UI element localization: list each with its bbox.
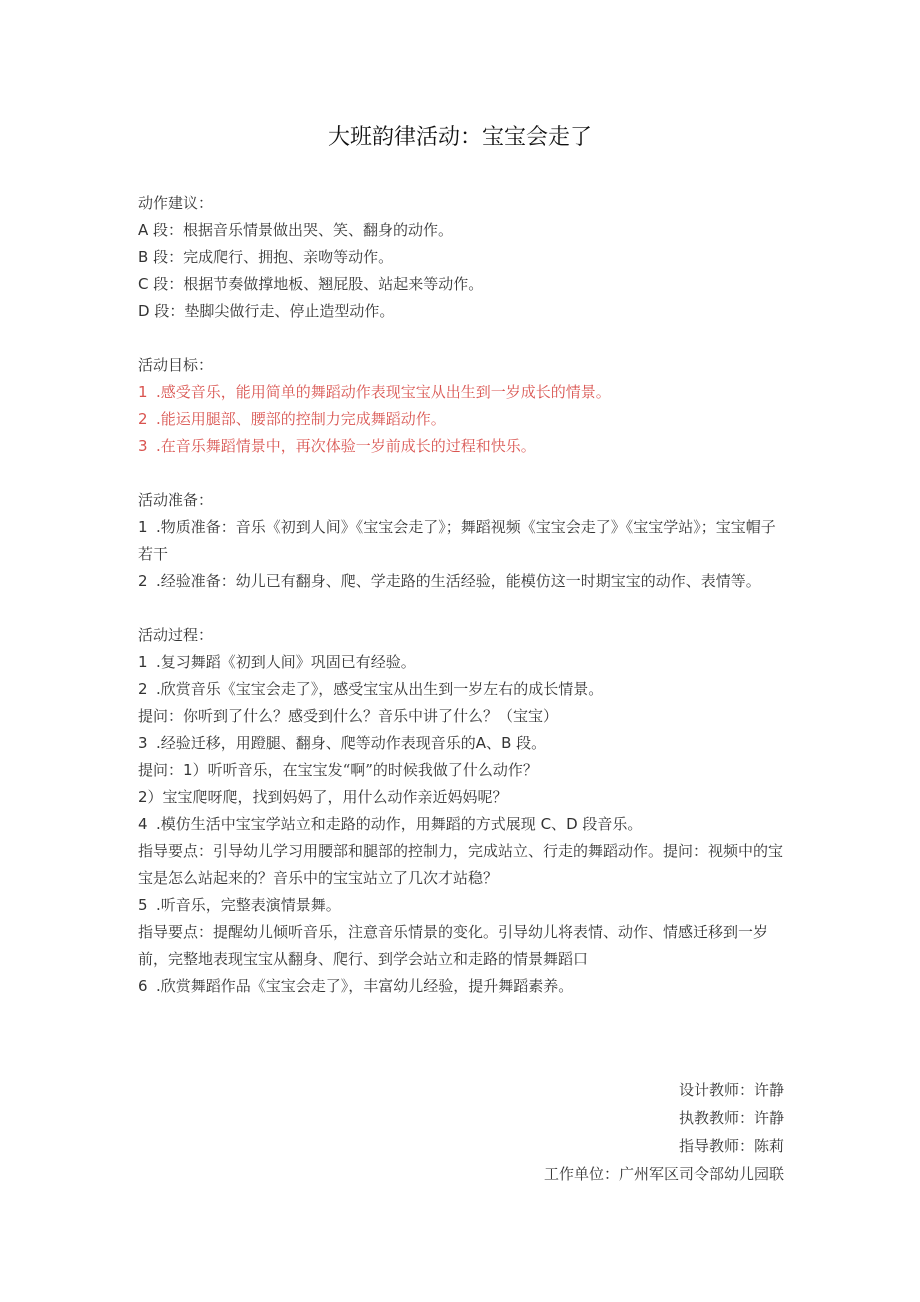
spacer	[138, 325, 788, 352]
preparation-item	[138, 568, 788, 595]
goal-text: .感受音乐，能用简单的舞蹈动作表现宝宝从出生到一岁成长的情景。	[156, 383, 611, 401]
goal-number: 2	[138, 410, 148, 428]
document-title: 大班韵律活动：宝宝会走了	[327, 125, 592, 150]
separator: 、	[486, 734, 502, 752]
step-text: .复习舞蹈《初到人间》巩固已有经验。	[156, 653, 416, 671]
suggestion-text: 段：垫脚尖做行走、停止造型动作。	[154, 302, 395, 320]
suggestions-heading: 动作建议：	[138, 194, 214, 212]
advisor-line: 指导教师：陈莉	[678, 1137, 784, 1155]
process-step	[138, 973, 788, 1000]
process-step	[138, 649, 788, 676]
goal-text: .能运用腿部、腰部的控制力完成舞蹈动作。	[156, 410, 446, 428]
suggestion-text: 段：根据节奏做撑地板、翘屁股、站起来等动作。	[153, 275, 484, 293]
question-text: ）听听音乐，在宝宝发“啊”的时候我做了什么动作？	[192, 761, 538, 779]
question-number: 1	[183, 761, 193, 779]
step-text: .经验迁移，用蹬腿、翻身、爬等动作表现音乐的	[156, 734, 476, 752]
process-step	[138, 676, 788, 703]
prep-text: .经验准备：幼儿已有翻身、爬、学走路的生活经验，能模仿这一时期宝宝的动作、表情等。	[156, 572, 761, 590]
step-number: 3	[138, 734, 148, 752]
question-prefix: 提问：	[138, 761, 184, 779]
suggestion-item	[138, 244, 788, 271]
step-number: 6	[138, 977, 148, 995]
teacher-line: 执教教师：许静	[678, 1109, 784, 1127]
goal-text: .在音乐舞蹈情景中，再次体验一岁前成长的过程和快乐。	[156, 437, 536, 455]
goals-heading: 活动目标：	[138, 356, 214, 374]
goal-item	[138, 379, 788, 406]
question-line	[138, 784, 788, 811]
question-line: 提问：你听到了什么？感受到什么？音乐中讲了什么？（宝宝）	[138, 707, 559, 725]
unit-line: 工作单位：广州军区司令部幼儿园联	[543, 1165, 784, 1183]
process-step	[138, 811, 788, 838]
question-line	[138, 757, 788, 784]
preparation-item	[138, 514, 788, 568]
process-step	[138, 892, 788, 919]
section-label: D	[566, 815, 578, 833]
spacer	[138, 460, 788, 487]
prep-number: 1	[138, 518, 148, 536]
question-number: 2	[138, 788, 148, 806]
section-label: D	[138, 302, 150, 320]
guide-paragraph: 指导要点：引导幼儿学习用腰部和腿部的控制力，完成站立、行走的舞蹈动作。提问：视频中的宝宝是怎么站起来的？音乐中的宝宝站立了几次才站稳？	[138, 842, 784, 887]
section-label: B	[501, 734, 512, 752]
designer-line: 设计教师：许静	[678, 1081, 784, 1099]
document-body	[138, 190, 788, 1000]
question-text: ）宝宝爬呀爬，找到妈妈了，用什么动作亲近妈妈呢？	[147, 788, 508, 806]
goal-number: 1	[138, 383, 148, 401]
section-label: A	[475, 734, 487, 752]
section-label: A	[138, 221, 149, 239]
step-text: .听音乐，完整表演情景舞。	[156, 896, 341, 914]
separator: 、	[551, 815, 567, 833]
step-number: 2	[138, 680, 148, 698]
step-number: 5	[138, 896, 148, 914]
section-label: C	[138, 275, 149, 293]
suggestion-item	[138, 271, 788, 298]
step-text: 段音乐。	[582, 815, 643, 833]
step-number: 4	[138, 815, 148, 833]
signature-block	[544, 1076, 784, 1188]
suggestion-text: 段：完成爬行、拥抱、亲吻等动作。	[153, 248, 394, 266]
prep-text: .物质准备：音乐《初到人间》《宝宝会走了》；舞蹈视频《宝宝会走了》《宝宝学站》；宝宝帽子若干	[138, 518, 776, 563]
step-text: .模仿生活中宝宝学站立和走路的动作，用舞蹈的方式展现	[156, 815, 536, 833]
step-text: .欣赏音乐《宝宝会走了》，感受宝宝从出生到一岁左右的成长情景。	[156, 680, 604, 698]
goal-item	[138, 433, 788, 460]
step-number: 1	[138, 653, 148, 671]
guide-paragraph: 指导要点：提醒幼儿倾听音乐，注意音乐情景的变化。引导幼儿将表情、动作、情感迁移到一岁前，完整地表现宝宝从翻身、爬行、到学会站立和走路的情景舞蹈口	[138, 923, 769, 968]
goal-item	[138, 406, 788, 433]
suggestion-text: 段：根据音乐情景做出哭、笑、翻身的动作。	[153, 221, 454, 239]
preparation-heading: 活动准备：	[138, 491, 214, 509]
prep-number: 2	[138, 572, 148, 590]
step-text: 段。	[516, 734, 547, 752]
process-heading: 活动过程：	[138, 626, 214, 644]
spacer	[138, 595, 788, 622]
step-text: .欣赏舞蹈作品《宝宝会走了》，丰富幼儿经验，提升舞蹈素养。	[156, 977, 574, 995]
section-label: C	[540, 815, 552, 833]
suggestion-item	[138, 298, 788, 325]
suggestion-item	[138, 217, 788, 244]
process-step	[138, 730, 788, 757]
goal-number: 3	[138, 437, 148, 455]
section-label: B	[138, 248, 149, 266]
